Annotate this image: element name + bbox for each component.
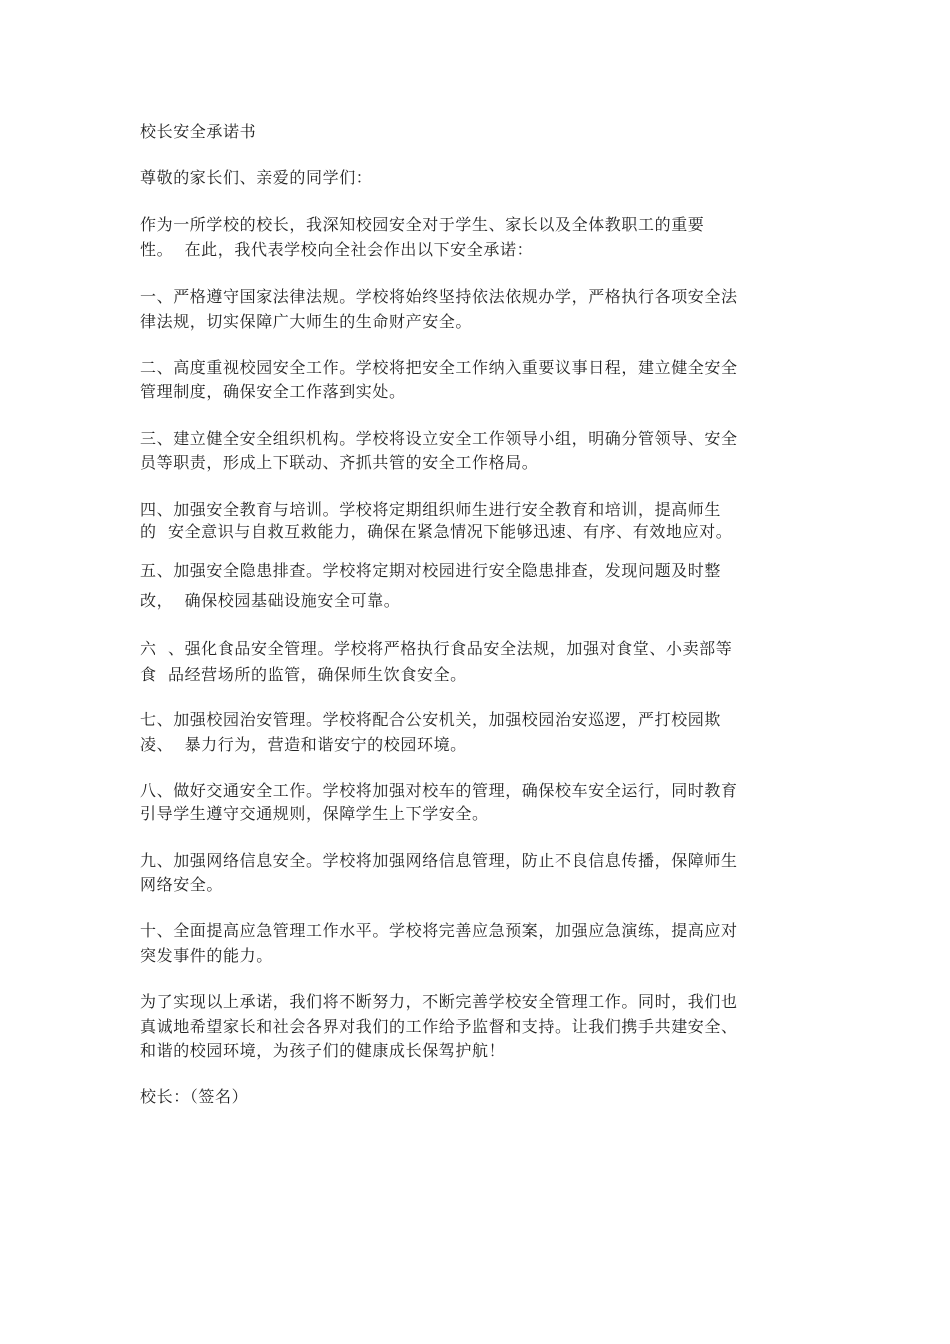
- signature-line: 校长：（签名）: [140, 1087, 249, 1106]
- item-10-line: 十、全面提高应急管理工作水平。学校将完善应急预案，加强应急演练，提高应对: [140, 921, 738, 940]
- item-4-line: 的 安全意识与自救互救能力，确保在紧急情况下能够迅速、有序、有效地应对。: [140, 522, 733, 541]
- item-8-line: 八、做好交通安全工作。学校将加强对校车的管理，确保校车安全运行，同时教育: [140, 781, 738, 800]
- item-3-line: 三、建立健全安全组织机构。学校将设立安全工作领导小组，明确分管领导、安全: [140, 429, 738, 448]
- item-5-line: 改， 确保校园基础设施安全可靠。: [140, 591, 401, 610]
- item-1-line: 律法规，切实保障广大师生的生命财产安全。: [140, 312, 473, 331]
- item-10-line: 突发事件的能力。: [140, 946, 273, 965]
- salutation: 尊敬的家长们、亲爱的同学们：: [140, 168, 373, 187]
- intro-line: 性。 在此，我代表学校向全社会作出以下安全承诺：: [140, 240, 534, 259]
- item-4-line: 四、加强安全教育与培训。学校将定期组织师生进行安全教育和培训，提高师生: [140, 500, 722, 519]
- closing-line: 为了实现以上承诺，我们将不断努力，不断完善学校安全管理工作。同时，我们也: [140, 992, 738, 1011]
- item-3-line: 员等职责，形成上下联动、齐抓共管的安全工作格局。: [140, 453, 539, 472]
- intro-line: 作为一所学校的校长，我深知校园安全对于学生、家长以及全体教职工的重要: [140, 215, 705, 234]
- item-1-line: 一、严格遵守国家法律法规。学校将始终坚持依法依规办学，严格执行各项安全法: [140, 287, 738, 306]
- item-7-line: 凌、 暴力行为，营造和谐安宁的校园环境。: [140, 735, 467, 754]
- item-6-line: 六 、强化食品安全管理。学校将严格执行食品安全法规，加强对食堂、小卖部等: [140, 639, 733, 658]
- item-2-line: 二、高度重视校园安全工作。学校将把安全工作纳入重要议事日程，建立健全安全: [140, 358, 738, 377]
- item-9-line: 九、加强网络信息安全。学校将加强网络信息管理，防止不良信息传播，保障师生: [140, 851, 738, 870]
- item-5-line: 五、加强安全隐患排查。学校将定期对校园进行安全隐患排查，发现问题及时整: [140, 561, 722, 580]
- item-7-line: 七、加强校园治安管理。学校将配合公安机关，加强校园治安巡逻，严打校园欺: [140, 710, 722, 729]
- closing-line: 和谐的校园环境，为孩子们的健康成长保驾护航！: [140, 1041, 506, 1060]
- item-8-line: 引导学生遵守交通规则，保障学生上下学安全。: [140, 804, 489, 823]
- item-2-line: 管理制度，确保安全工作落到实处。: [140, 382, 406, 401]
- closing-line: 真诚地希望家长和社会各界对我们的工作给予监督和支持。让我们携手共建安全、: [140, 1017, 738, 1036]
- item-9-line: 网络安全。: [140, 875, 224, 894]
- document-title: 校长安全承诺书: [140, 122, 257, 141]
- item-6-line: 食 品经营场所的监管，确保师生饮食安全。: [140, 665, 467, 684]
